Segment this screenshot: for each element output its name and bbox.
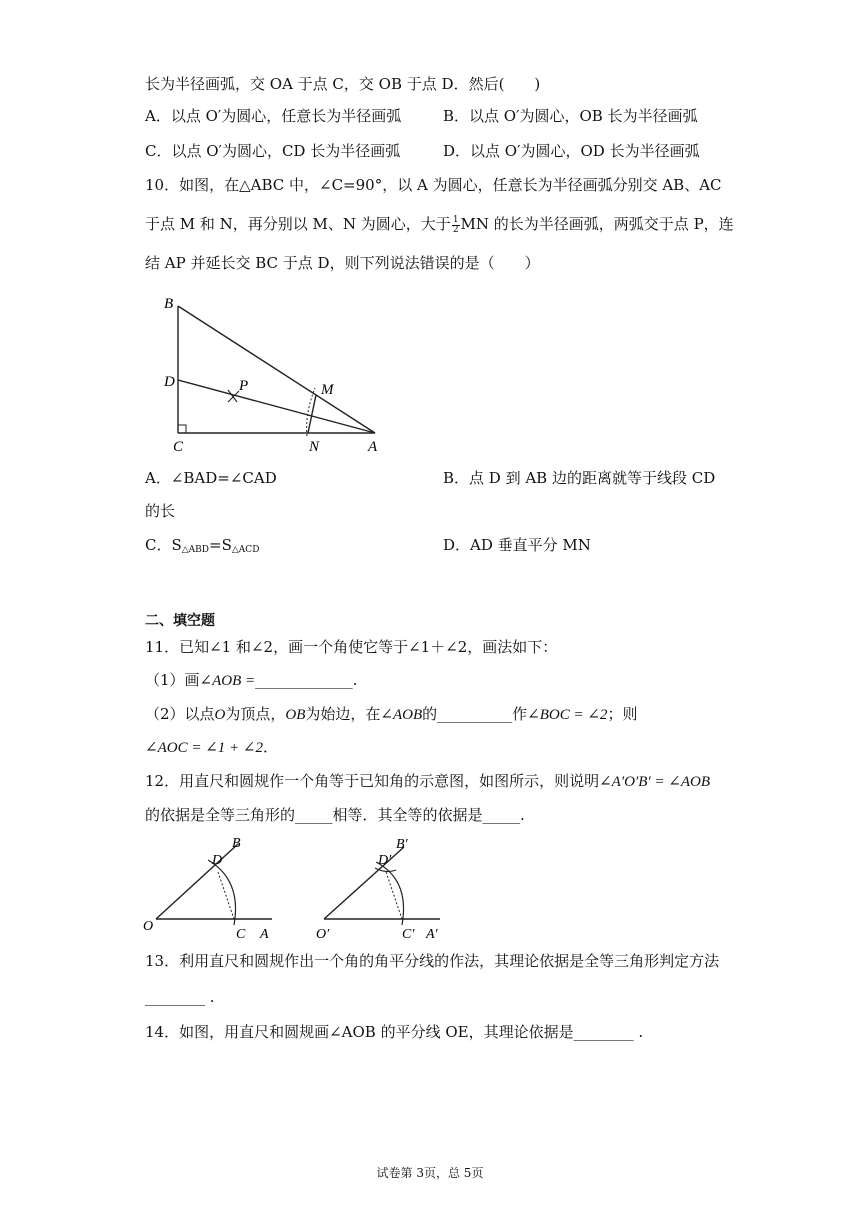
arc-cd bbox=[208, 860, 236, 925]
frac-denominator: 2 bbox=[452, 224, 459, 235]
q10-option-d: D．AD 垂直平分 MN bbox=[443, 536, 591, 554]
q10-option-c-sub1: △ABD bbox=[181, 545, 210, 555]
segment-ab bbox=[178, 306, 375, 433]
fig10-label-m: M bbox=[321, 382, 334, 398]
ray-o-prime-b-prime bbox=[324, 847, 404, 919]
q9-option-d: D．以点 O′为圆心，OD 长为半径画弧 bbox=[443, 142, 700, 160]
q10-option-c-mid: =S bbox=[209, 536, 232, 554]
fig10-label-a: A bbox=[368, 439, 378, 455]
q11-step2-mid3: 的__________作 bbox=[422, 705, 528, 723]
q11-step1 bbox=[145, 670, 357, 691]
q11-step2-boc: ∠BOC = ∠2 bbox=[527, 707, 608, 723]
q10-stem-line3: 结 AP 并延长交 BC 于点 D，则下列说法错误的是（ ） bbox=[145, 254, 540, 272]
q12-stem-pre: 12．用直尺和圆规作一个角等于已知角的示意图，如图所示，则说明 bbox=[145, 772, 600, 790]
fig12b-label-o: O′ bbox=[316, 927, 330, 942]
fig10-label-d: D bbox=[164, 374, 175, 390]
q12-stem-line2: 的依据是全等三角形的_____相等．其全等的依据是_____. bbox=[145, 806, 525, 824]
q11-result bbox=[145, 737, 278, 758]
q9-stem-cont: 长为半径画弧，交 OA 于点 C，交 OB 于点 D．然后( ) bbox=[145, 75, 541, 93]
q9-option-a: A．以点 O′为圆心，任意长为半径画弧 bbox=[145, 107, 402, 125]
segment-ad bbox=[178, 380, 375, 433]
q11-step2-o: O bbox=[214, 707, 226, 723]
ray-ob bbox=[156, 844, 238, 919]
fig10-label-n: N bbox=[309, 439, 320, 455]
fraction-one-half bbox=[452, 216, 460, 235]
q11-step2-ob: OB bbox=[285, 707, 306, 723]
arc-near-n bbox=[307, 388, 315, 436]
q11-stem: 11．已知∠1 和∠2，画一个角使它等于∠1＋∠2，画法如下： bbox=[145, 638, 558, 656]
q12-figure-copy bbox=[308, 830, 458, 945]
fig12b-label-a: A′ bbox=[426, 927, 438, 942]
q11-step2-pre: （2）以点 bbox=[145, 705, 215, 723]
fig10-label-p: P bbox=[239, 378, 249, 394]
q13-stem-line1: 13．利用直尺和圆规作出一个角的角平分线的作法，其理论依据是全等三角形判定方法 bbox=[145, 952, 720, 970]
q11-step1-blank: _____________ bbox=[255, 671, 353, 689]
segment-c-prime-d-prime bbox=[386, 872, 402, 919]
q10-stem-line2-b: MN 的长为半径画弧，两弧交于点 P，连 bbox=[460, 215, 734, 233]
q12-figure-original bbox=[140, 830, 290, 945]
q11-step2-end: ；则 bbox=[607, 705, 638, 723]
q10-figure bbox=[155, 288, 395, 458]
q11-step2 bbox=[145, 704, 637, 725]
q10-stem-line1: 10．如图，在△ABC 中，∠C=90°，以 A 为圆心，任意长为半径画弧分别交 AB、AC bbox=[145, 176, 722, 194]
fig12a-label-b: B bbox=[232, 836, 241, 851]
segment-cd bbox=[218, 872, 234, 919]
fig12b-label-d: D′ bbox=[378, 853, 392, 868]
q11-step1-end: . bbox=[352, 671, 358, 689]
q10-stem-line2 bbox=[145, 214, 734, 235]
q14-stem: 14．如图，用直尺和圆规画∠AOB 的平分线 OE，其理论依据是________ . bbox=[145, 1023, 644, 1041]
q12-stem-math: ∠A′O′B′ = ∠AOB bbox=[599, 774, 711, 790]
q9-option-c: C．以点 O′为圆心，CD 长为半径画弧 bbox=[145, 142, 401, 160]
fig12a-label-a: A bbox=[260, 927, 269, 942]
q13-stem-line2: ________ . bbox=[145, 988, 215, 1006]
fig12b-label-b: B′ bbox=[396, 837, 408, 852]
fig10-label-b: B bbox=[164, 296, 174, 312]
q10-option-c-sub2: △ACD bbox=[231, 545, 260, 555]
right-angle-mark bbox=[178, 425, 186, 433]
q11-result-math: ∠AOC = ∠1 + ∠2 bbox=[145, 740, 263, 756]
q11-step1-pre: （1）画 bbox=[145, 671, 200, 689]
q10-option-c bbox=[145, 535, 259, 560]
page-footer: 试卷第 3页，总 5页 bbox=[376, 1166, 484, 1180]
frac-numerator: 1 bbox=[452, 214, 459, 225]
segment-mn bbox=[308, 395, 316, 433]
fig12a-label-c: C bbox=[236, 927, 246, 942]
fig10-label-c: C bbox=[173, 439, 184, 455]
q10-option-b: B．点 D 到 AB 边的距离就等于线段 CD bbox=[443, 469, 716, 487]
q11-step2-mid: 为顶点， bbox=[225, 705, 286, 723]
fig12b-label-c: C′ bbox=[402, 927, 415, 942]
q11-result-end: ． bbox=[262, 738, 278, 756]
q10-option-b-cont: 的长 bbox=[145, 502, 176, 520]
q10-option-a: A．∠BAD=∠CAD bbox=[145, 469, 277, 487]
q12-stem-line1 bbox=[145, 771, 710, 792]
fig12a-label-d: D bbox=[212, 853, 223, 868]
q10-stem-line2-a: 于点 M 和 N，再分别以 M、N 为圆心，大于 bbox=[145, 215, 451, 233]
fig12a-label-o: O bbox=[143, 919, 154, 934]
q11-step1-math: ∠AOB = bbox=[199, 673, 256, 689]
q11-step2-aob: ∠AOB bbox=[380, 707, 423, 723]
q11-step2-mid2: 为始边，在 bbox=[305, 705, 381, 723]
section-heading-fill-blank: 二、填空题 bbox=[145, 613, 215, 629]
q9-option-b: B．以点 O′为圆心，OB 长为半径画弧 bbox=[443, 107, 698, 125]
q10-option-c-pre: C．S bbox=[145, 536, 182, 554]
